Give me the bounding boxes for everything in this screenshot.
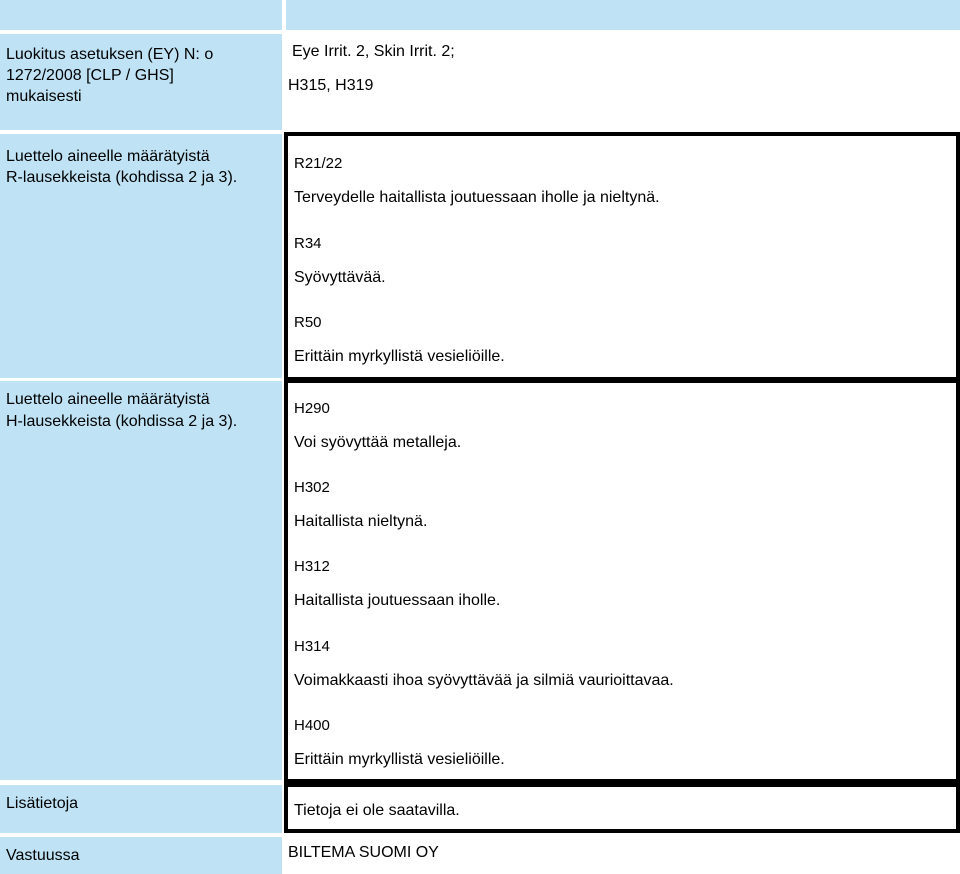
h-phrases-label-line-1: Luettelo aineelle määrätyistä — [6, 391, 210, 408]
responsible-value: BILTEMA SUOMI OY — [288, 844, 439, 861]
h-phrase-code: H302 — [294, 479, 330, 496]
additional-info-box — [284, 783, 960, 833]
classification-label-line-1: Luokitus asetuksen (EY) N: o — [6, 46, 214, 63]
h-phrase-text: Voi syövyttää metalleja. — [294, 434, 462, 451]
r-phrase-code: R50 — [294, 314, 322, 331]
r-phrase-text: Terveydelle haitallista joutuessaan iholle ja nieltynä. — [294, 189, 660, 206]
r-phrase-text: Syövyttävää. — [294, 269, 386, 286]
h-phrase-text: Voimakkaasti ihoa syövyttävää ja silmiä vaurioittavaa. — [294, 672, 674, 689]
responsible-label-cell — [0, 837, 282, 874]
responsible-label: Vastuussa — [6, 847, 80, 864]
h-phrase-code: H400 — [294, 717, 330, 734]
additional-info-value: Tietoja ei ole saatavilla. — [294, 802, 460, 819]
h-phrase-code: H290 — [294, 400, 330, 417]
h-phrases-label-line-2: H-lausekkeista (kohdissa 2 ja 3). — [6, 413, 238, 430]
top-right-strip — [286, 0, 960, 30]
h-phrase-text: Erittäin myrkyllistä vesieliöille. — [294, 751, 505, 768]
r-phrase-code: R21/22 — [294, 155, 343, 172]
classification-value-line-1: Eye Irrit. 2, Skin Irrit. 2; — [292, 43, 455, 60]
classification-value-line-2: H315, H319 — [288, 77, 374, 94]
h-phrase-text: Haitallista nieltynä. — [294, 513, 428, 530]
h-phrase-code: H314 — [294, 638, 330, 655]
h-phrases-label-cell — [0, 381, 282, 780]
h-phrases-box — [284, 379, 960, 783]
r-phrases-label-cell — [0, 134, 282, 378]
additional-info-label-cell — [0, 785, 282, 833]
additional-info-label: Lisätietoja — [6, 795, 79, 812]
top-left-strip — [0, 0, 282, 30]
h-phrase-code: H312 — [294, 558, 330, 575]
responsible-value-cell — [286, 837, 960, 874]
r-phrase-code: R34 — [294, 235, 322, 252]
classification-label-line-2: 1272/2008 [CLP / GHS] — [6, 67, 174, 84]
r-phrases-label-line-2: R-lausekkeista (kohdissa 2 ja 3). — [6, 169, 238, 186]
r-phrase-text: Erittäin myrkyllistä vesieliöille. — [294, 348, 505, 365]
h-phrase-text: Haitallista joutuessaan iholle. — [294, 592, 501, 609]
classification-label-cell — [0, 34, 282, 130]
classification-value-cell — [286, 34, 960, 130]
r-phrases-box — [284, 132, 960, 381]
r-phrases-label-line-1: Luettelo aineelle määrätyistä — [6, 148, 210, 165]
classification-label-line-3: mukaisesti — [6, 88, 82, 105]
